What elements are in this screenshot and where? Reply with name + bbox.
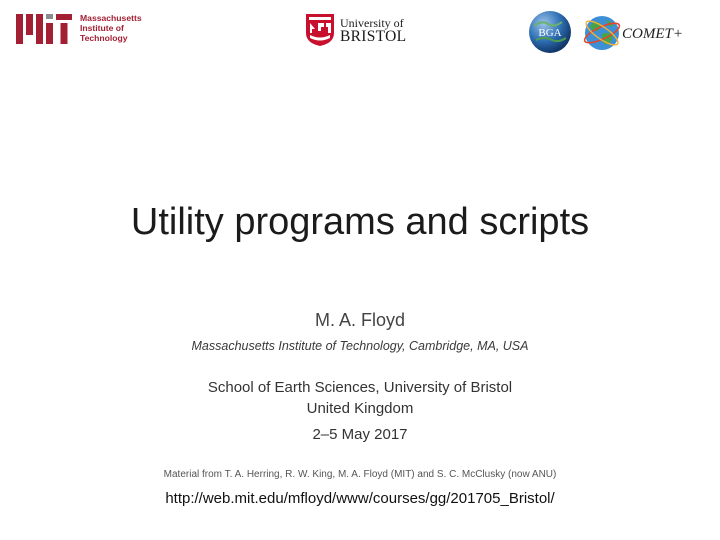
author-name: M. A. Floyd <box>314 310 406 330</box>
comet-wordmark: COMET+ <box>622 26 683 42</box>
mit-wordmark <box>80 13 142 44</box>
bristol-wordmark <box>340 16 406 44</box>
mit-line3: Technology <box>80 33 128 44</box>
event-dates: 2–5 May 2017 <box>312 426 408 443</box>
slide-title: Utility programs and scripts <box>130 201 590 243</box>
mit-line2: Institute of <box>80 23 124 34</box>
venue-school: School of Earth Sciences, University of Bristol <box>207 379 513 396</box>
bristol-logo <box>304 13 416 51</box>
comet-logo <box>582 12 714 56</box>
bga-logo <box>528 10 572 54</box>
material-credit: Material from T. A. Herring, R. W. King, M. A. Floyd (MIT) and S. C. McClusky (now ANU) <box>163 469 557 480</box>
mit-line1: Massachusetts <box>80 13 142 23</box>
bga-label: BGA <box>538 27 562 39</box>
author-affiliation: Massachusetts Institute of Technology, Cambridge, MA, USA <box>191 339 529 353</box>
course-url-link[interactable]: http://web.mit.edu/mfloyd/www/courses/gg/201705_Bristol/ <box>165 490 555 507</box>
mit-mark-icon <box>16 14 72 44</box>
comet-globe-icon <box>582 12 622 52</box>
venue-country: United Kingdom <box>306 400 414 417</box>
bristol-line2: BRISTOL <box>340 28 407 45</box>
bristol-line1: University of <box>340 16 404 30</box>
mit-logo <box>16 14 156 50</box>
bristol-crest-icon <box>304 13 336 47</box>
